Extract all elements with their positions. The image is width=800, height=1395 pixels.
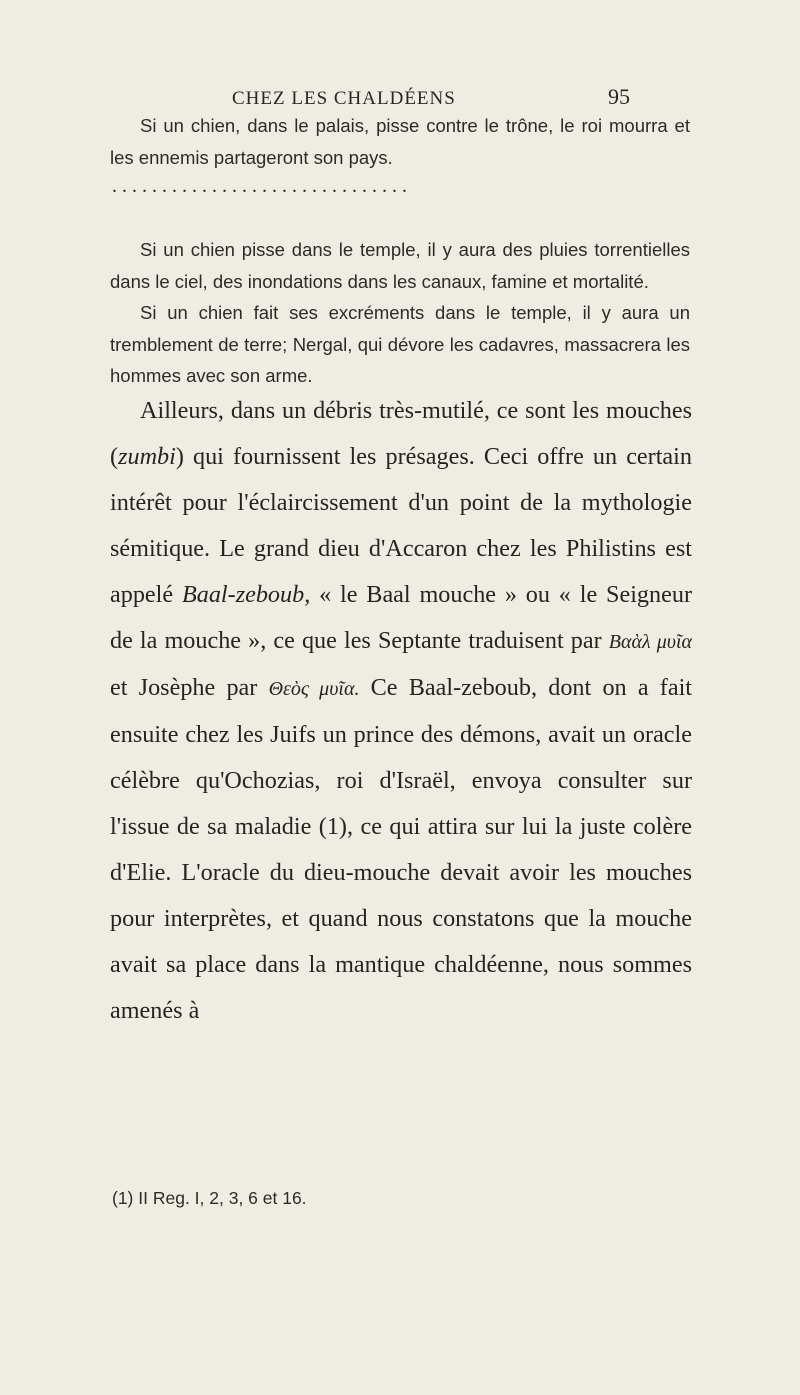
body-paragraph <box>110 388 692 1034</box>
greek-term: Θεὸς μυῖα. <box>268 678 360 700</box>
ellipsis-line: .............................. <box>112 176 412 196</box>
text-run: « le Baal mouche » ou « le Seigneur de la mouche », ce que les Septante traduisent par <box>110 581 692 654</box>
omen-quote-palace <box>110 110 690 173</box>
quote-paragraph: Si un chien, dans le palais, pisse contre le trône, le roi mourra et les ennemis partageront son pays. <box>110 115 690 168</box>
text-run: ) qui fournissent les présages. Ceci offre un certain intérêt pour l'éclaircissement d'un point de la mythologie sémitique. Le grand dieu d'Accaron chez les Philistins est appelé <box>110 443 692 608</box>
text-run: et Josèphe par <box>110 674 269 701</box>
text-run: Ailleurs, dans un débris très-mutilé, ce sont les mouches ( <box>110 397 692 470</box>
greek-term: Βαὰλ μυῖα <box>608 631 692 653</box>
footnote: (1) II Reg. I, 2, 3, 6 et 16. <box>112 1188 307 1208</box>
text-run: Ce Baal-zeboub, dont on a fait ensuite chez les Juifs un prince des démons, avait un oracle célèbre qu'Ochozias, roi d'Israël, envoya consulter sur l'issue de sa maladie (1), ce qui attira sur lui la juste colère d'Elie. L'oracle du dieu-mouche devait avoir les mouches pour interprètes, et quand nous constatons que la mouche avait sa place dans la mantique chaldéenne, nous sommes amenés à <box>110 674 693 1024</box>
term-baal-zeboub: Baal-zeboub, <box>181 581 311 608</box>
omen-quote-temple <box>110 234 690 392</box>
page-number: 95 <box>608 84 630 109</box>
term-zumbi: zumbi <box>118 443 176 470</box>
running-title: CHEZ LES CHALDÉENS <box>232 88 456 109</box>
quote-paragraph: Si un chien pisse dans le temple, il y aura des pluies torrentielles dans le ciel, des inondations dans les canaux, famine et mortalité. <box>110 239 690 292</box>
main-text <box>110 388 692 1034</box>
quote-paragraph: Si un chien fait ses excréments dans le temple, il y aura un tremblement de terre; Nergal, qui dévore les cadavres, massacrera les hommes avec son arme. <box>110 302 690 386</box>
